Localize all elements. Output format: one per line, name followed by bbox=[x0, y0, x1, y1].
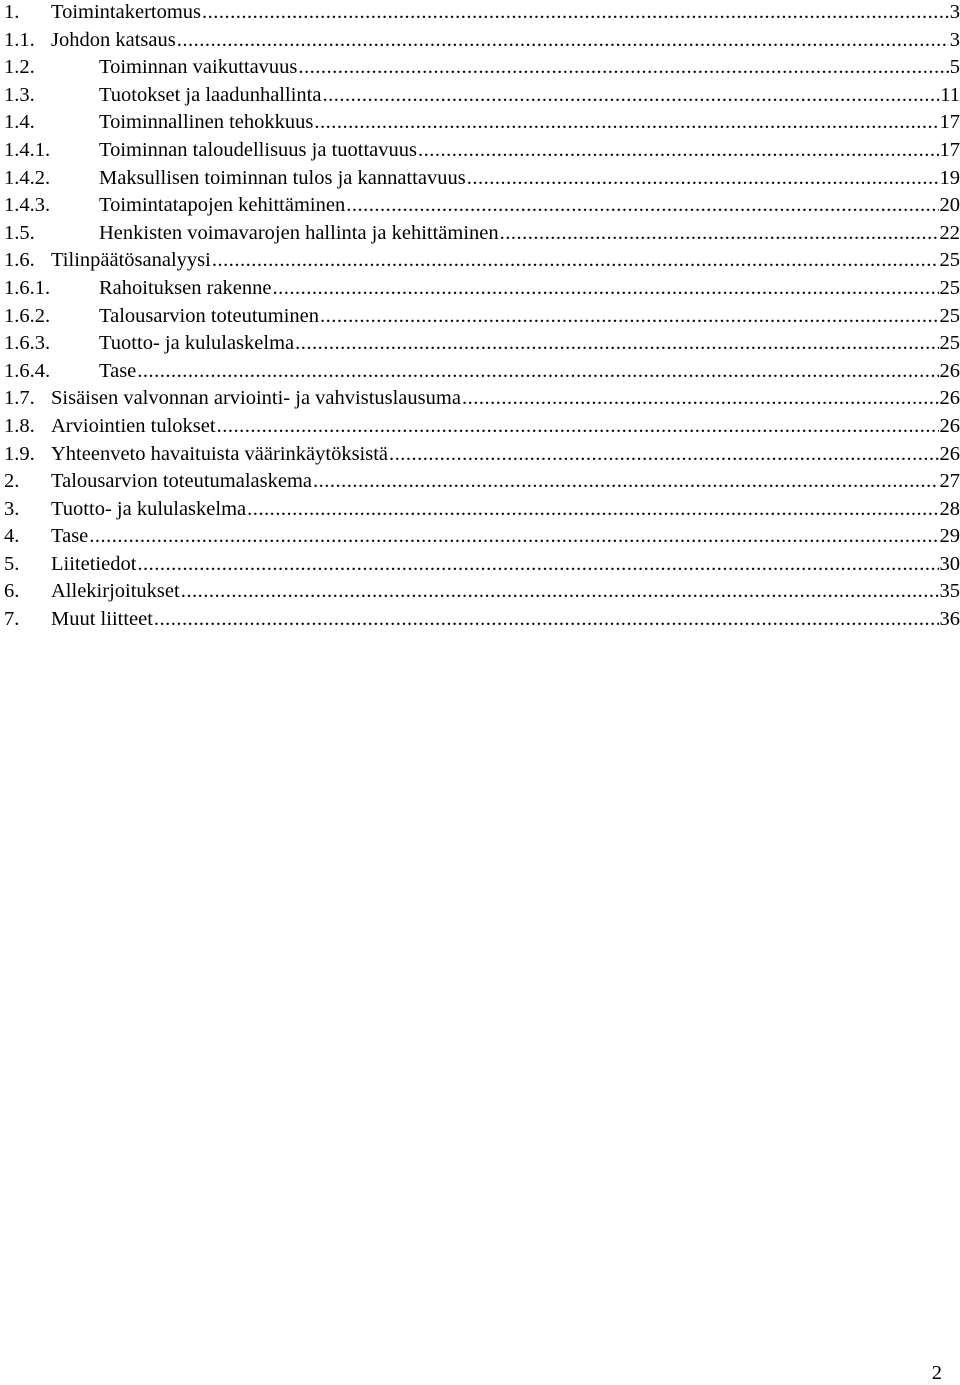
toc-entry-title: Rahoituksen rakenne bbox=[99, 275, 272, 303]
toc-entry-number: 7. bbox=[4, 606, 51, 634]
toc-entry-title: Toimintatapojen kehittäminen bbox=[99, 192, 345, 220]
toc-entry-title: Toiminnan taloudellisuus ja tuottavuus bbox=[99, 137, 417, 165]
toc-entry[interactable] bbox=[4, 358, 960, 386]
toc-entry-number: 5. bbox=[4, 551, 51, 579]
toc-entry-page: 26 bbox=[940, 358, 960, 386]
toc-entry[interactable] bbox=[4, 27, 960, 55]
toc-entry-page: 25 bbox=[940, 330, 960, 358]
toc-entry[interactable] bbox=[4, 109, 960, 137]
toc-entry-page: 26 bbox=[940, 441, 960, 469]
toc-entry-page: 25 bbox=[940, 275, 960, 303]
toc-dot-leader bbox=[154, 606, 939, 634]
toc-entry[interactable] bbox=[4, 523, 960, 551]
toc-entry[interactable] bbox=[4, 54, 960, 82]
toc-entry-title: Tilinpäätösanalyysi bbox=[51, 247, 211, 275]
toc-entry[interactable] bbox=[4, 385, 960, 413]
toc-entry-title: Sisäisen valvonnan arviointi- ja vahvistuslausuma bbox=[51, 385, 461, 413]
toc-entry-title: Tuotto- ja kululaskelma bbox=[99, 330, 294, 358]
toc-entry[interactable] bbox=[4, 330, 960, 358]
toc-dot-leader bbox=[273, 275, 939, 303]
toc-entry[interactable] bbox=[4, 578, 960, 606]
toc-dot-leader bbox=[418, 137, 939, 165]
toc-entry-page: 35 bbox=[940, 578, 960, 606]
toc-entry-page: 26 bbox=[940, 385, 960, 413]
toc-entry-number: 1.9. bbox=[4, 441, 51, 469]
toc-entry-number: 1.2. bbox=[4, 54, 99, 82]
toc-dot-leader bbox=[462, 385, 939, 413]
toc-entry[interactable] bbox=[4, 82, 960, 110]
toc-entry-page: 17 bbox=[940, 109, 960, 137]
toc-dot-leader bbox=[137, 358, 938, 386]
toc-dot-leader bbox=[467, 165, 939, 193]
toc-entry[interactable] bbox=[4, 303, 960, 331]
toc-entry-page: 11 bbox=[940, 82, 960, 110]
toc-entry-page: 36 bbox=[940, 606, 960, 634]
toc-entry-page: 5 bbox=[950, 54, 960, 82]
toc-entry[interactable] bbox=[4, 247, 960, 275]
toc-entry-number: 1.6.4. bbox=[4, 358, 99, 386]
toc-dot-leader bbox=[181, 578, 939, 606]
toc-entry[interactable] bbox=[4, 413, 960, 441]
toc-entry-title: Tase bbox=[99, 358, 136, 386]
toc-entry[interactable] bbox=[4, 606, 960, 634]
toc-entry-title: Muut liitteet bbox=[51, 606, 153, 634]
toc-entry-page: 27 bbox=[940, 468, 960, 496]
toc-entry-title: Liitetiedot bbox=[51, 551, 136, 579]
toc-entry-number: 4. bbox=[4, 523, 51, 551]
toc-entry-page: 30 bbox=[940, 551, 960, 579]
toc-dot-leader bbox=[212, 247, 939, 275]
toc-dot-leader bbox=[313, 468, 938, 496]
toc-entry[interactable] bbox=[4, 220, 960, 248]
toc-entry-number: 1.5. bbox=[4, 220, 99, 248]
toc-entry-title: Maksullisen toiminnan tulos ja kannattavuus bbox=[99, 165, 466, 193]
toc-entry-title: Yhteenveto havaituista väärinkäytöksistä bbox=[51, 441, 388, 469]
toc-entry[interactable] bbox=[4, 192, 960, 220]
toc-entry-number: 1.8. bbox=[4, 413, 51, 441]
toc-entry-page: 17 bbox=[940, 137, 960, 165]
toc-entry[interactable] bbox=[4, 496, 960, 524]
toc-entry[interactable] bbox=[4, 137, 960, 165]
toc-entry[interactable] bbox=[4, 441, 960, 469]
toc-dot-leader bbox=[247, 496, 938, 524]
toc-dot-leader bbox=[322, 82, 939, 110]
toc-entry-title: Tuotto- ja kululaskelma bbox=[51, 496, 246, 524]
toc-dot-leader bbox=[295, 330, 938, 358]
toc-dot-leader bbox=[89, 523, 938, 551]
page-number: 2 bbox=[932, 1361, 942, 1385]
toc-entry[interactable] bbox=[4, 468, 960, 496]
toc-entry-title: Talousarvion toteutuminen bbox=[99, 303, 319, 331]
toc-entry-page: 20 bbox=[940, 192, 960, 220]
toc-entry-number: 1.3. bbox=[4, 82, 99, 110]
toc-entry-number: 1. bbox=[4, 0, 51, 27]
toc-entry-number: 6. bbox=[4, 578, 51, 606]
toc-dot-leader bbox=[389, 441, 938, 469]
toc-entry-page: 29 bbox=[940, 523, 960, 551]
toc-entry-title: Toiminnallinen tehokkuus bbox=[99, 109, 313, 137]
toc-dot-leader bbox=[137, 551, 938, 579]
toc-dot-leader bbox=[177, 27, 949, 55]
toc-entry-number: 1.4. bbox=[4, 109, 99, 137]
toc-entry[interactable] bbox=[4, 165, 960, 193]
toc-entry-number: 1.4.1. bbox=[4, 137, 99, 165]
toc-entry[interactable] bbox=[4, 0, 960, 27]
toc-entry-title: Henkisten voimavarojen hallinta ja kehittäminen bbox=[99, 220, 499, 248]
toc-entry-number: 1.4.2. bbox=[4, 165, 99, 193]
table-of-contents bbox=[4, 0, 960, 634]
toc-dot-leader bbox=[346, 192, 938, 220]
toc-entry-number: 1.6.2. bbox=[4, 303, 99, 331]
toc-entry-title: Toiminnan vaikuttavuus bbox=[99, 54, 297, 82]
toc-entry-title: Johdon katsaus bbox=[51, 27, 176, 55]
toc-entry-number: 1.4.3. bbox=[4, 192, 99, 220]
toc-dot-leader bbox=[202, 0, 949, 27]
toc-dot-leader bbox=[314, 109, 938, 137]
toc-entry-title: Arviointien tulokset bbox=[51, 413, 216, 441]
toc-entry[interactable] bbox=[4, 275, 960, 303]
toc-entry[interactable] bbox=[4, 551, 960, 579]
toc-entry-number: 1.6.3. bbox=[4, 330, 99, 358]
toc-entry-page: 25 bbox=[940, 303, 960, 331]
toc-dot-leader bbox=[298, 54, 948, 82]
toc-entry-page: 22 bbox=[940, 220, 960, 248]
toc-entry-page: 3 bbox=[950, 27, 960, 55]
toc-dot-leader bbox=[217, 413, 939, 441]
toc-entry-page: 19 bbox=[940, 165, 960, 193]
toc-entry-title: Toimintakertomus bbox=[51, 0, 201, 27]
toc-entry-page: 28 bbox=[940, 496, 960, 524]
toc-entry-page: 25 bbox=[940, 247, 960, 275]
toc-entry-title: Allekirjoitukset bbox=[51, 578, 180, 606]
toc-entry-page: 3 bbox=[950, 0, 960, 27]
toc-entry-number: 1.6. bbox=[4, 247, 51, 275]
toc-dot-leader bbox=[500, 220, 939, 248]
toc-entry-title: Talousarvion toteutumalaskema bbox=[51, 468, 312, 496]
toc-entry-number: 3. bbox=[4, 496, 51, 524]
toc-entry-title: Tase bbox=[51, 523, 88, 551]
toc-entry-page: 26 bbox=[940, 413, 960, 441]
toc-entry-number: 1.7. bbox=[4, 385, 51, 413]
toc-dot-leader bbox=[320, 303, 938, 331]
toc-entry-number: 1.1. bbox=[4, 27, 51, 55]
toc-entry-number: 1.6.1. bbox=[4, 275, 99, 303]
toc-entry-number: 2. bbox=[4, 468, 51, 496]
toc-entry-title: Tuotokset ja laadunhallinta bbox=[99, 82, 321, 110]
